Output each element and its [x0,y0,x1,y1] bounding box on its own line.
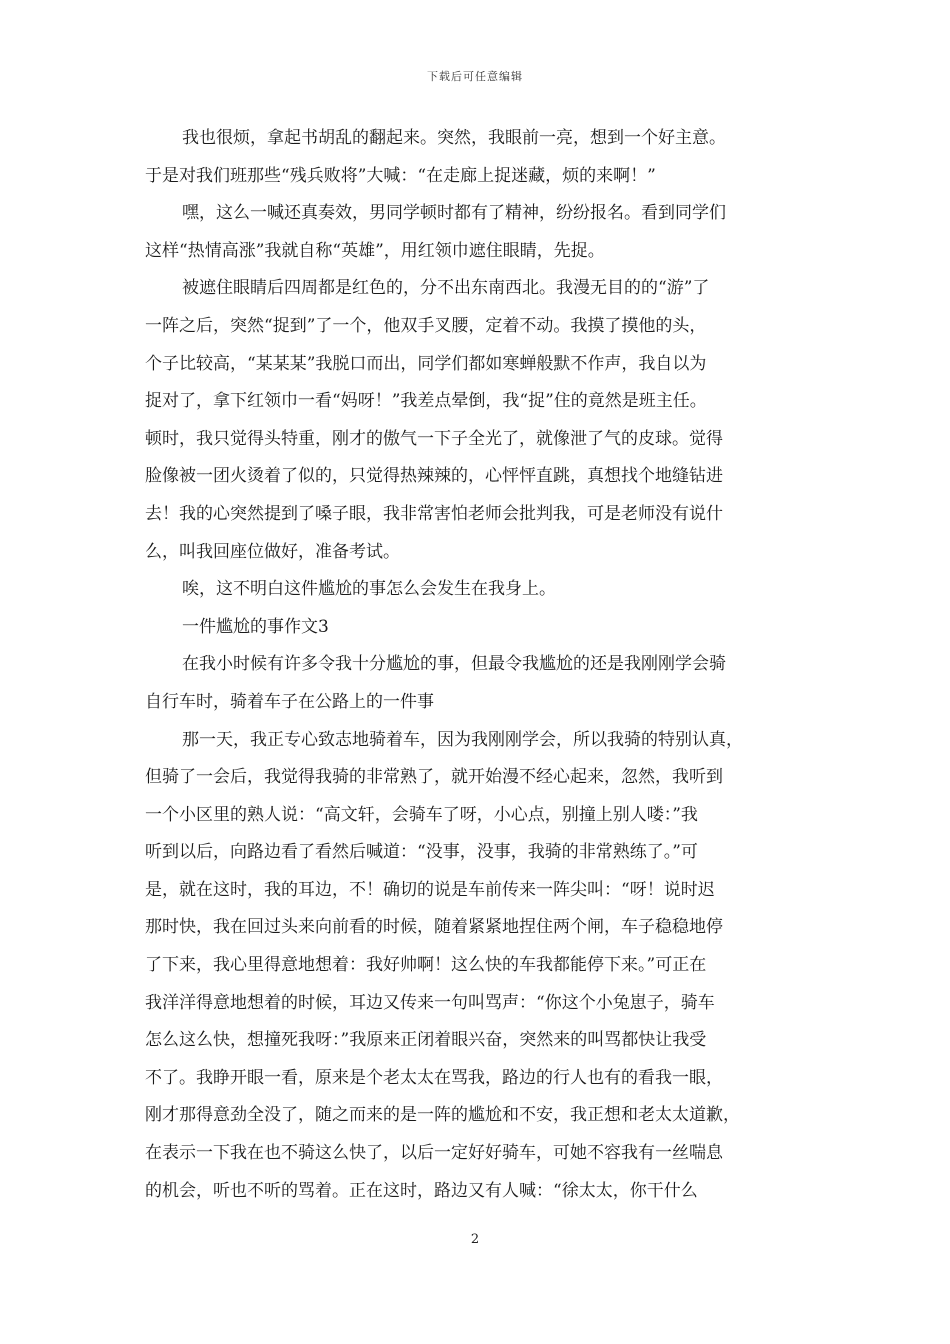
page-header: 下载后可任意编辑 [427,70,523,83]
text-line: 是，就在这时，我的耳边，不！确切的说是车前传来一阵尖叫：“呀！说时迟 [145,879,715,900]
text-line: 一个小区里的熟人说：“高文轩，会骑车了呀，小心点，别撞上别人喽：”我 [145,804,698,825]
text-line: 我也很烦，拿起书胡乱的翻起来。突然，我眼前一亮，想到一个好主意。 [182,128,726,148]
text-line: 怎么这么快，想撞死我呀：”我原来正闭着眼兴奋，突然来的叫骂都快让我受 [145,1030,707,1051]
text-line: 唉，这不明白这件尴尬的事怎么会发生在我身上。 [182,579,556,600]
text-line: 我洋洋得意地想着的时候，耳边又传来一句叫骂声：“你这个小兔崽子，骑车 [145,992,715,1013]
text-line: 去！我的心突然提到了嗓子眼，我非常害怕老师会批判我，可是老师没有说什 [145,503,723,524]
text-line: 个子比较高，“某某某”我脱口而出，同学们都如寒蝉般默不作声，我自以为 [145,353,707,374]
text-line: 一件尴尬的事作文3 [182,616,329,637]
text-line: 那一天，我正专心致志地骑着车，因为我刚刚学会，所以我骑的特别认真， [182,729,743,750]
text-line: 捉对了，拿下红领巾一看“妈呀！”我差点晕倒，我“捉”住的竟然是班主任。 [145,391,707,412]
text-line: 脸像被一团火烫着了似的，只觉得热辣辣的，心怦怦直跳，真想找个地缝钻进 [145,466,723,487]
text-line: 在我小时候有许多令我十分尴尬的事，但最令我尴尬的还是我刚刚学会骑 [182,654,726,675]
text-line: 这样“热情高涨”我就自称“英雄”，用红领巾遮住眼睛，先捉。 [145,240,605,261]
text-line: 顿时，我只觉得头特重，刚才的傲气一下子全光了，就像泄了气的皮球。觉得 [145,428,723,449]
document-body [145,120,810,1210]
text-line: 于是对我们班那些“残兵败将”大喊：“在走廊上捉迷藏，烦的来啊！” [145,165,656,186]
text-line: 嘿，这么一喊还真奏效，男同学顿时都有了精神，纷纷报名。看到同学们 [182,203,726,224]
text-line: 听到以后，向路边看了看然后喊道：“没事，没事，我骑的非常熟练了。”可 [145,842,698,863]
text-line: 但骑了一会后，我觉得我骑的非常熟了，就开始漫不经心起来，忽然，我听到 [145,767,723,788]
text-line: 自行车时，骑着车子在公路上的一件事 [145,691,434,712]
page-number: 2 [470,1232,480,1247]
text-line: 刚才那得意劲全没了，随之而来的是一阵的尴尬和不安，我正想和老太太道歉， [145,1105,740,1126]
text-line: 在表示一下我在也不骑这么快了，以后一定好好骑车，可她不容我有一丝喘息 [145,1143,723,1164]
text-line: 不了。我睁开眼一看，原来是个老太太在骂我，路边的行人也有的看我一眼， [145,1067,723,1088]
text-line: 么，叫我回座位做好，准备考试。 [145,541,400,562]
text-line: 了下来，我心里得意地想着：我好帅啊！这么快的车我都能停下来。”可正在 [145,955,707,976]
text-line: 一阵之后，突然“捉到”了一个，他双手叉腰，定着不动。我摸了摸他的头， [145,315,707,336]
text-line: 的机会，听也不听的骂着。正在这时，路边又有人喊：“徐太太，你干什么 [145,1180,698,1201]
text-line: 被遮住眼睛后四周都是红色的，分不出东南西北。我漫无目的的“游”了 [182,278,710,299]
text-line: 那时快，我在回过头来向前看的时候，随着紧紧地捏住两个闸，车子稳稳地停 [145,917,723,938]
